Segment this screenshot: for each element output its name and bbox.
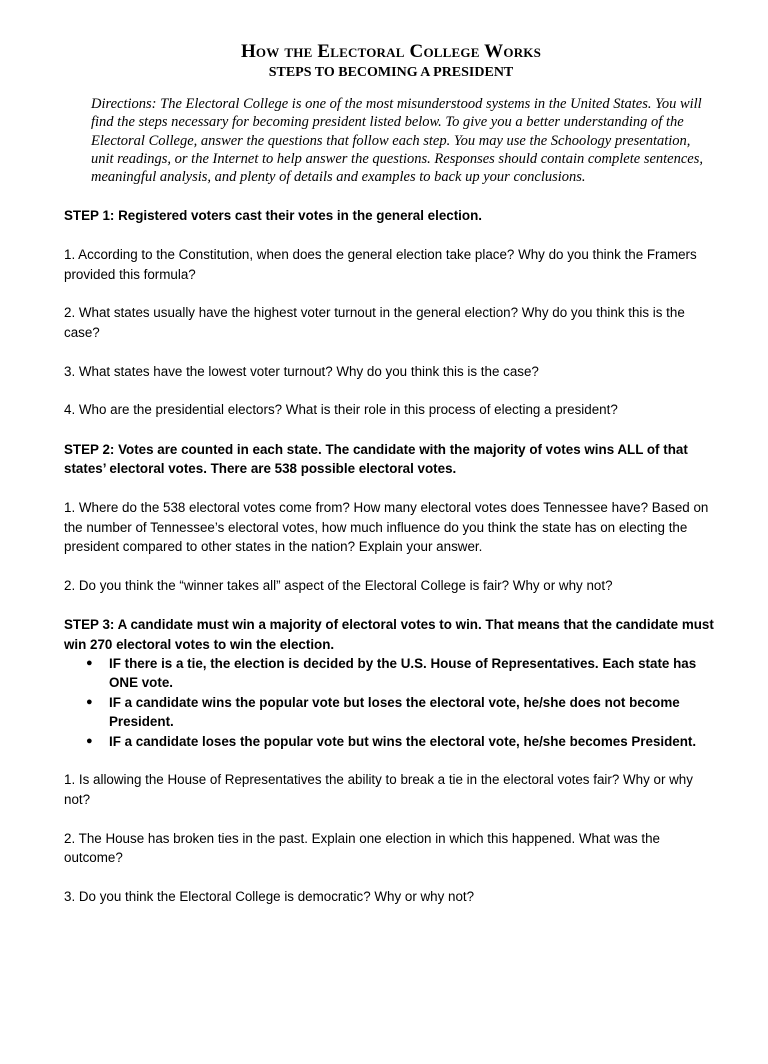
step-3-bullet-3: ● IF a candidate loses the popular vote but wins the electoral vote, he/she becomes President.: [86, 732, 718, 751]
step-3-question-3: 3. Do you think the Electoral College is democratic? Why or why not?: [64, 888, 475, 904]
step-2-heading: STEP 2: Votes are counted in each state. The candidate with the majority of votes wins ALL of that states’ electoral votes. There are 538 possible electoral votes.: [64, 441, 688, 477]
step-3-heading: STEP 3: A candidate must win a majority of electoral votes to win. That means that the candidate must win 270 electoral votes to win the election.: [64, 617, 714, 652]
step-1-heading: STEP 1: Registered voters cast their votes in the general election.: [64, 208, 482, 224]
step-1-question-3: 3. What states have the lowest voter turnout? Why do you think this is the case?: [64, 363, 539, 379]
step-3-bullet-2: ● IF a candidate wins the popular vote but loses the electoral vote, he/she does not become President.: [86, 693, 718, 732]
step-3-question-2: 2. The House has broken ties in the past. Explain one election in which this happened. What was the outcome?: [64, 830, 661, 865]
worksheet-page: [0, 40, 768, 1064]
step-1-question-1: 1. According to the Constitution, when does the general election take place? Why do you think the Framers provided this formula?: [64, 247, 697, 282]
step-1-question-4: 4. Who are the presidential electors? What is their role in this process of electing a president?: [64, 402, 618, 418]
step-1-section: [64, 206, 718, 419]
page-subtitle: STEPS TO BECOMING A PRESIDENT: [268, 65, 514, 80]
step-2-question-2: 2. Do you think the “winner takes all” aspect of the Electoral College is fair? Why or why not?: [64, 577, 613, 593]
step-3-bullet-list: [64, 654, 718, 751]
step-3-bullet-1: ● IF there is a tie, the election is decided by the U.S. House of Representatives. Each state has ONE vote.: [86, 654, 718, 693]
step-2-section: [64, 440, 718, 595]
step-3-question-1: 1. Is allowing the House of Representatives the ability to break a tie in the electoral votes fair? Why or why not?: [64, 772, 693, 807]
step-2-question-1: 1. Where do the 538 electoral votes come from? How many electoral votes does Tennessee have? Based on the number of Tennessee’s electoral votes, how much influence do you think the state has on electing the president compared to other states in the nation? Explain your answer.: [64, 500, 709, 554]
directions-paragraph: Directions: The Electoral College is one of the most misunderstood systems in the United States. You will find the steps necessary for becoming president listed below. To give you a better understanding of the Electoral College, answer the questions that follow each step. You may use the Schoology presentation, unit readings, or the Internet to help answer the questions. Responses should contain complete sentences, meaningful analysis, and plenty of details and examples to back up your conclusions.: [91, 96, 703, 186]
step-1-question-2: 2. What states usually have the highest voter turnout in the general election? Why do you think this is the case?: [64, 305, 685, 340]
page-title: How the Electoral College Works: [240, 41, 542, 62]
step-3-section: [64, 615, 718, 906]
